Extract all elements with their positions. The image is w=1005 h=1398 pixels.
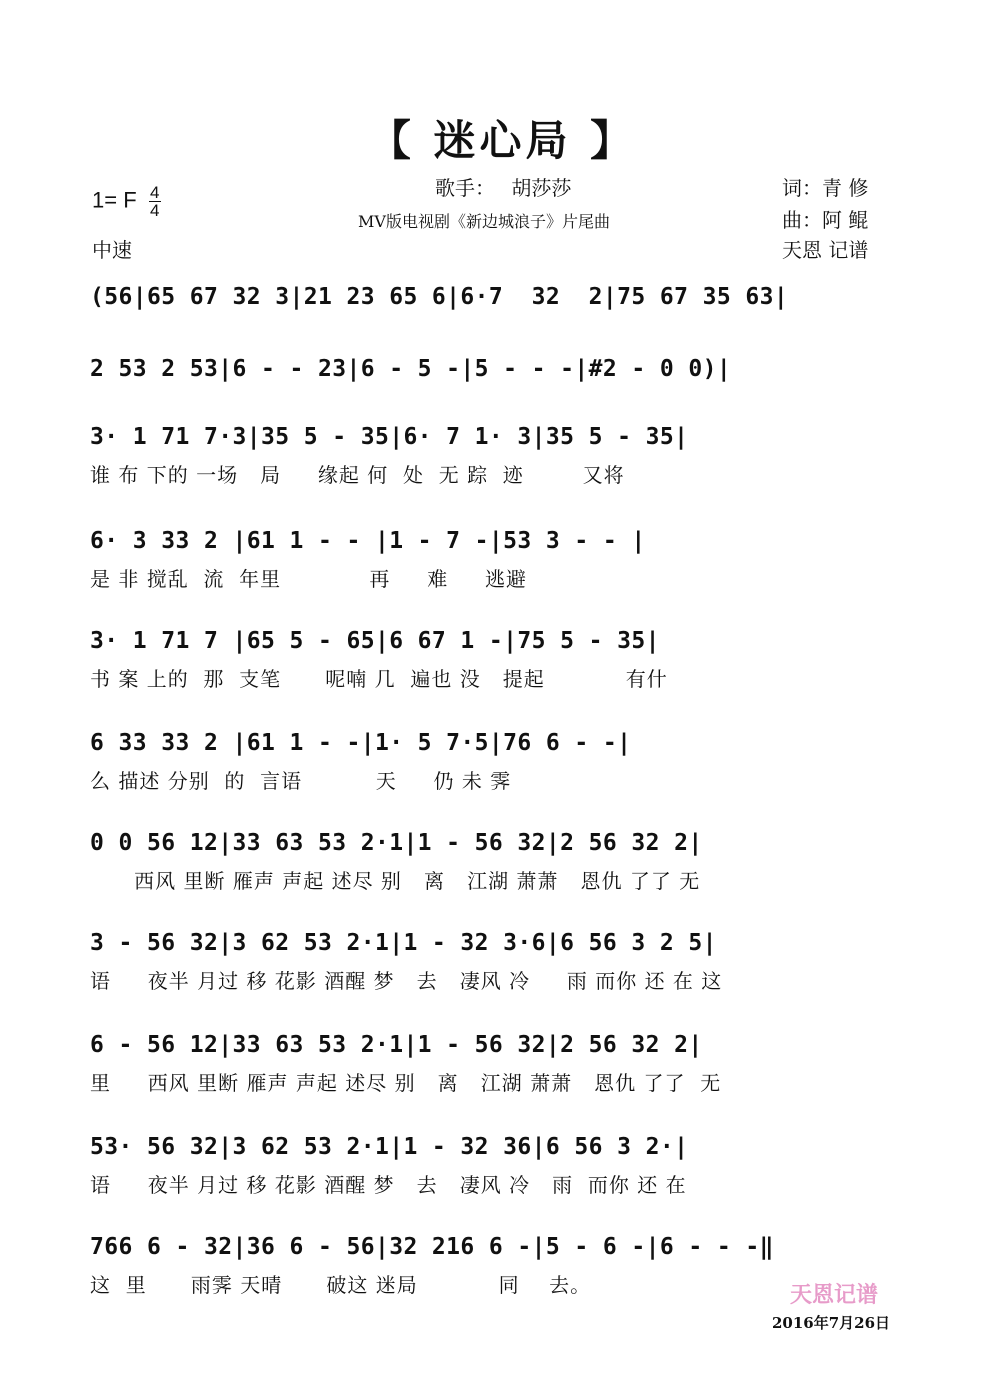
- notes-line: 3· 1 71 7·3|35 5 - 35|6· 7 1· 3|35 5 - 35|: [90, 424, 689, 450]
- notes-line: 6 33 33 2 |61 1 - -|1· 5 7·5|76 6 - -|: [90, 730, 632, 756]
- composer: 曲：阿 鲲: [782, 208, 869, 232]
- score-row: [90, 1028, 912, 1098]
- key-label: 1= F: [92, 187, 137, 213]
- score-row: [90, 726, 912, 796]
- lyrics-line: 是 非 搅乱 流 年里 再 难 逃避: [90, 567, 528, 591]
- singer-line: [435, 172, 571, 201]
- notes-line: (56|65 67 32 3|21 23 65 6|6·7 32 2|75 67 35 63|: [90, 284, 789, 310]
- lyrics-line: 谁 布 下的 一场 局 缘起 何 处 无 踪 迹 又将: [90, 463, 625, 487]
- score-row: [90, 352, 912, 386]
- singer-name: 胡莎莎: [511, 176, 572, 200]
- score-row: [90, 1130, 912, 1200]
- lyrics-line: 里 西风 里断 雁声 声起 述尽 别 离 江湖 萧萧 恩仇 了了 无: [90, 1071, 722, 1095]
- transcriber: 天恩 记谱: [782, 238, 869, 262]
- notes-line: 6· 3 33 2 |61 1 - - |1 - 7 -|53 3 - - |: [90, 528, 646, 554]
- tempo-marking: 中速: [92, 238, 132, 262]
- singer-label: 歌手：: [435, 176, 495, 200]
- time-numerator: 4: [150, 183, 160, 202]
- score-row: [90, 1230, 912, 1300]
- score-row: [90, 524, 912, 594]
- time-denominator: 4: [150, 201, 160, 220]
- date-stamp: 2016年7月26日: [772, 1314, 891, 1332]
- time-signature: [149, 184, 161, 219]
- notes-line: 3 - 56 32|3 62 53 2·1|1 - 32 3·6|6 56 3 2 5|: [90, 930, 717, 956]
- notes-line: 0 0 56 12|33 63 53 2·1|1 - 56 32|2 56 32 2|: [90, 830, 703, 856]
- lyricist: 词：青 修: [782, 176, 869, 200]
- notes-line: 3· 1 71 7 |65 5 - 65|6 67 1 -|75 5 - 35|: [90, 628, 660, 654]
- lyrics-line: 语 夜半 月过 移 花影 酒醒 梦 去 凄风 冷 雨 而你 还 在 这: [90, 969, 723, 993]
- score-row: [90, 280, 912, 314]
- song-title: 【 迷心局 】: [368, 116, 637, 165]
- notes-line: 766 6 - 32|36 6 - 56|32 216 6 -|5 - 6 -|6 - - -‖: [90, 1234, 774, 1260]
- lyrics-line: 书 案 上的 那 支笔 呢喃 几 遍也 没 提起 有什: [90, 667, 668, 691]
- lyrics-line: 么 描述 分别 的 言语 天 仍 未 霁: [90, 769, 512, 793]
- score-row: [90, 624, 912, 694]
- watermark: 天恩记谱: [790, 1282, 879, 1308]
- key-signature: [92, 184, 161, 219]
- lyrics-line: 西风 里断 雁声 声起 述尽 别 离 江湖 萧萧 恩仇 了了 无: [90, 869, 701, 893]
- score-row: [90, 826, 912, 896]
- notes-line: 53· 56 32|3 62 53 2·1|1 - 32 36|6 56 3 2·|: [90, 1134, 689, 1160]
- lyrics-line: 这 里 雨霁 天晴 破这 迷局 同 去。: [90, 1273, 592, 1297]
- notes-line: 2 53 2 53|6 - - 23|6 - 5 -|5 - - -|#2 - 0 0)|: [90, 356, 732, 382]
- notes-line: 6 - 56 12|33 63 53 2·1|1 - 56 32|2 56 32 2|: [90, 1032, 703, 1058]
- subtitle: MV版电视剧《新边城浪子》片尾曲: [358, 212, 610, 231]
- lyrics-line: 语 夜半 月过 移 花影 酒醒 梦 去 凄风 冷 雨 而你 还 在: [90, 1173, 687, 1197]
- score-row: [90, 926, 912, 996]
- score-row: [90, 420, 912, 490]
